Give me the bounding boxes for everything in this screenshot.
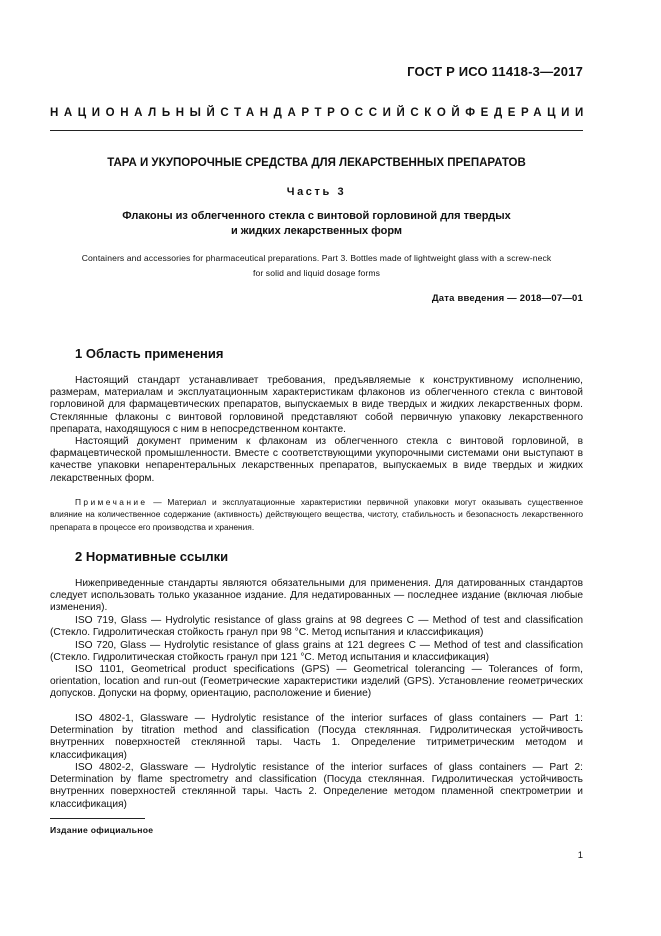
edition-label: Издание официальное (50, 825, 154, 835)
document-title: ТАРА И УКУПОРОЧНЫЕ СРЕДСТВА ДЛЯ ЛЕКАРСТВЕННЫХ ПРЕПАРАТОВ (107, 157, 526, 169)
section-1-paragraph: Настоящий документ применим к флаконам из облегченного стекла с винтовой горловиной, в фармацевтической промышленности. Вместе с соответствующими укупорочными системами они выступают в качестве упаковки непарентеральных лекарственных препаратов, выпускаемых в виде твердых и жидких лекарственных форм. (50, 436, 583, 484)
banner-word: ФЕДЕРАЦИИ (465, 107, 589, 119)
footer-divider (50, 818, 145, 819)
part-label: Часть 3 (286, 186, 347, 198)
national-standard-banner (50, 107, 589, 119)
document-subtitle (80, 209, 553, 239)
normative-reference: ISO 1101, Geometrical product specifications (GPS) — Geometrical tolerancing — Tolerances of form, orientation, location and run-out (Геометрические характеристики изделий (GPS). Установление геометрических допусков. Допуски на форму, ориентацию, расположение и биение) (50, 664, 583, 700)
banner-word: РОССИЙСКОЙ (327, 107, 466, 119)
section-2-heading: 2 Нормативные ссылки (75, 549, 229, 564)
normative-reference: ISO 720, Glass — Hydrolytic resistance of glass grains at 121 degrees C — Method of test and classification (Стекло. Гидролитическая стойкость гранул при 121 °С. Метод испытания и классификация) (50, 640, 583, 664)
normative-reference: ISO 719, Glass — Hydrolytic resistance of glass grains at 98 degrees C — Method of test and classification (Стекло. Гидролитическая стойкость гранул при 98 °С. Метод испытания и классификация) (50, 615, 583, 639)
english-title (50, 251, 583, 281)
note-text: — Материал и эксплуатационные характеристики первичной упаковки могут оказывать существенное влияние на количественное содержание (активность) действующего вещества, чистоту, стабильность и безопасность лекарственного препарата в процессе его производства и хранения. (50, 497, 583, 532)
introduction-date: Дата введения — 2018—07—01 (431, 293, 583, 304)
section-2-paragraph: Нижеприведенные стандарты являются обязательными для применения. Для датированных стандартов следует использовать только указанное издание. Для недатированных — последнее издание (включая любые изменения). (50, 578, 583, 614)
document-number: ГОСТ Р ИСО 11418-3—2017 (407, 64, 583, 79)
english-title-line: for solid and liquid dosage forms (252, 268, 381, 278)
section-1-heading: 1 Область применения (75, 346, 224, 361)
page-number: 1 (577, 850, 583, 861)
header-divider (50, 130, 583, 131)
banner-word: НАЦИОНАЛЬНЫЙ (50, 107, 221, 119)
normative-reference: ISO 4802-1, Glassware — Hydrolytic resistance of the interior surfaces of glass containers — Part 1: Determination by titration method and classification (Посуда стеклянная. Гидролитическая устойчивость внутренних поверхностей стеклянной тары. Часть 1. Определение титриметрическим методом и классификация) (50, 713, 583, 761)
subtitle-line: Флаконы из облегченного стекла с винтовой горловиной для твердых (122, 210, 511, 222)
banner-word: СТАНДАРТ (220, 107, 328, 119)
note-label: Примечание (75, 497, 148, 507)
section-1-paragraph: Настоящий стандарт устанавливает требования, предъявляемые к конструктивному исполнению, размерам, материалам и эксплуатационным характеристикам флаконов из облегченного стекла с винтовой горловиной для фармацевтических препаратов, выпускаемых в виде твердых и жидких лекарственных форм. Стеклянные флаконы с винтовой горловиной представляют собой первичную упаковку лекарственного препарата, находящуюся с ним в непосредственном контакте. (50, 375, 583, 435)
subtitle-line: и жидких лекарственных форм (230, 225, 403, 237)
english-title-line: Containers and accessories for pharmaceutical preparations. Part 3. Bottles made of lightweight glass with a screw-neck (81, 253, 552, 263)
section-1-note (50, 496, 583, 533)
normative-reference: ISO 4802-2, Glassware — Hydrolytic resistance of the interior surfaces of glass containers — Part 2: Determination by flame spectrometry and classification (Посуда стеклянная. Гидролитическая устойчивость внутренних поверхностей стеклянной тары. Часть 2. Определение методом пламенной спектрометрии и классификация) (50, 762, 583, 810)
